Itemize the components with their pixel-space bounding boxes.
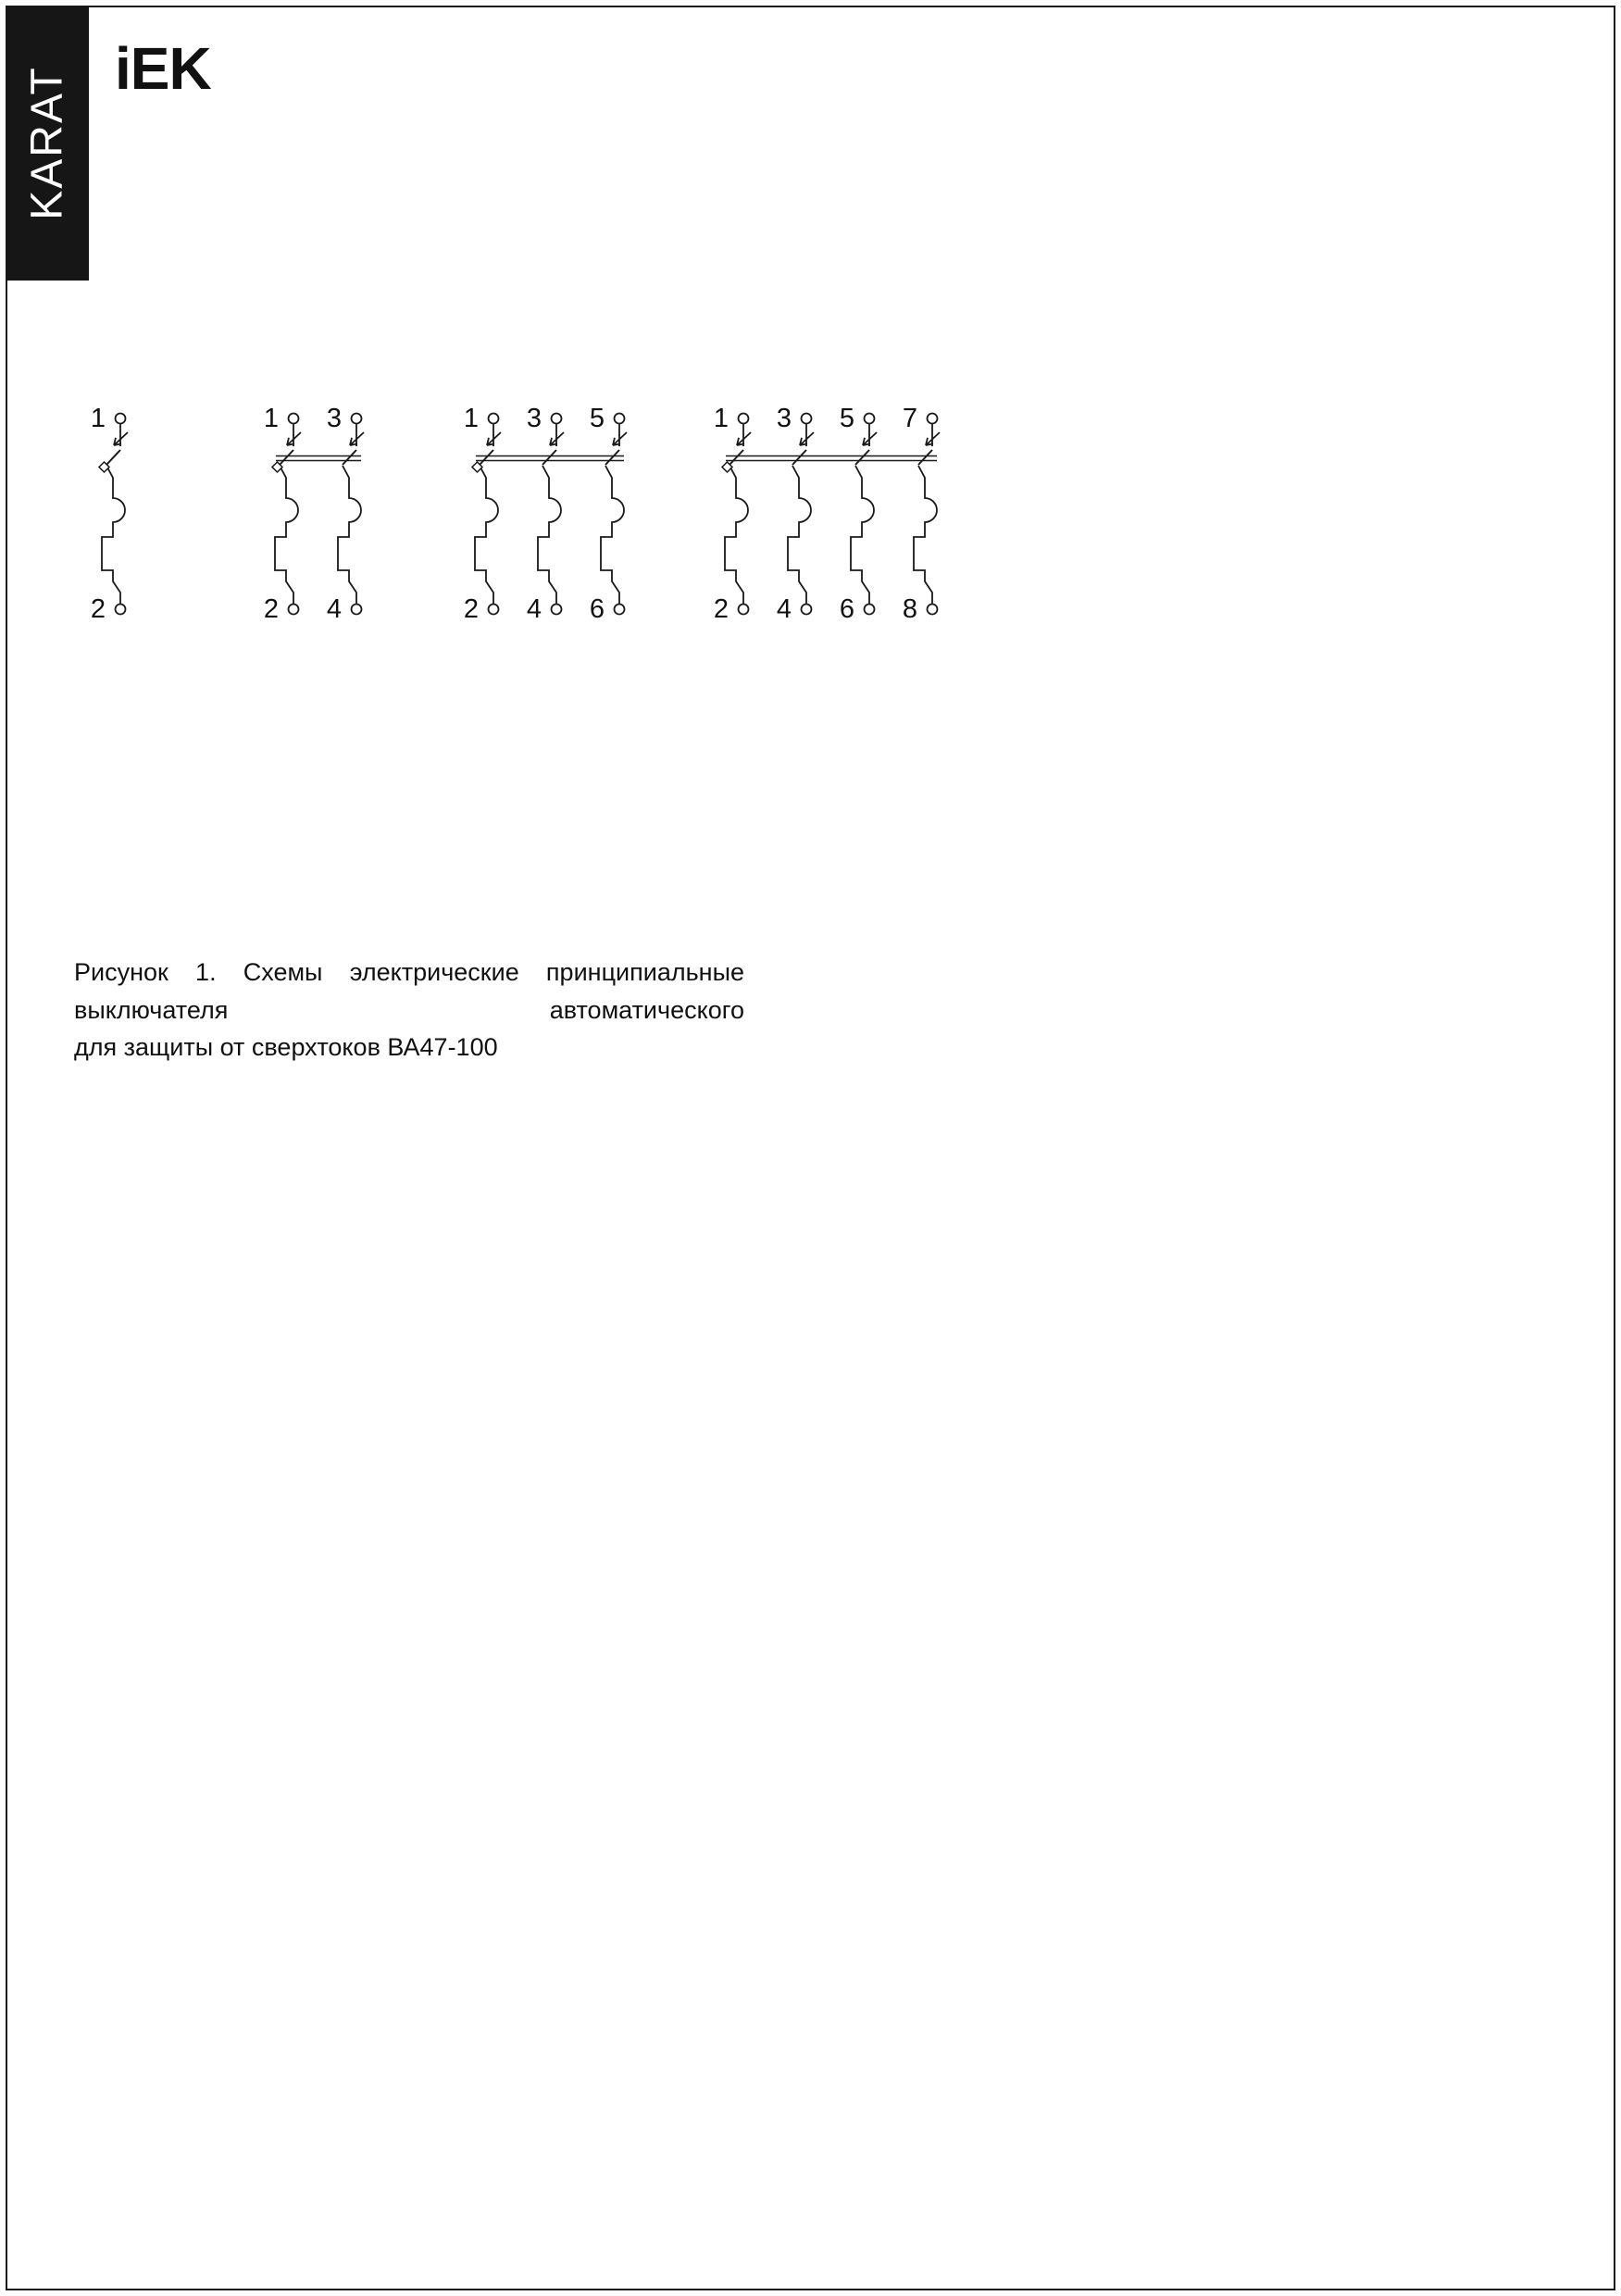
terminal-top — [928, 414, 938, 424]
diagram-2-pole — [264, 404, 364, 624]
terminal-bottom — [352, 605, 362, 615]
diagram-1-pole — [91, 404, 128, 624]
pole — [327, 404, 364, 624]
trip-unit-path — [601, 466, 624, 605]
pole — [590, 404, 627, 624]
terminal-bottom — [615, 605, 625, 615]
terminal-top — [739, 414, 749, 424]
terminal-top — [489, 414, 499, 424]
contact-blade — [792, 450, 806, 465]
terminal-label-bottom: 6 — [589, 594, 605, 624]
terminal-label-top: 3 — [326, 404, 342, 433]
contact-blade — [605, 450, 619, 465]
figure-caption — [74, 954, 744, 1067]
caption-line-2: для защиты от сверхтоков ВА47-100 — [74, 1033, 498, 1061]
pole — [264, 404, 301, 624]
terminal-bottom — [489, 605, 499, 615]
trip-unit-path — [102, 466, 125, 605]
terminal-label-bottom: 2 — [90, 594, 106, 624]
terminal-label-bottom: 4 — [326, 594, 342, 624]
trip-unit-path — [914, 466, 937, 605]
terminal-bottom — [865, 605, 875, 615]
terminal-label-bottom: 4 — [526, 594, 542, 624]
terminal-label-top: 5 — [839, 404, 854, 433]
pole — [527, 404, 564, 624]
terminal-label-top: 1 — [463, 404, 479, 433]
pole — [777, 404, 814, 624]
terminal-bottom — [552, 605, 562, 615]
terminal-top — [116, 414, 126, 424]
terminal-label-top: 3 — [776, 404, 792, 433]
trip-unit-path — [725, 466, 748, 605]
contact-blade — [280, 450, 293, 465]
pole — [840, 404, 877, 624]
terminal-label-bottom: 4 — [776, 594, 792, 624]
terminal-label-top: 5 — [589, 404, 605, 433]
terminal-label-bottom: 6 — [839, 594, 854, 624]
terminal-label-bottom: 2 — [463, 594, 479, 624]
terminal-top — [802, 414, 812, 424]
diagram-3-pole — [464, 404, 627, 624]
trip-unit-path — [788, 466, 811, 605]
terminal-top — [865, 414, 875, 424]
contact-blade — [855, 450, 869, 465]
brand-vertical-text: KARAT — [22, 66, 72, 220]
terminal-label-bottom: 8 — [902, 594, 917, 624]
pole — [714, 404, 751, 624]
pole — [464, 404, 501, 624]
terminal-top — [289, 414, 299, 424]
terminal-label-top: 1 — [713, 404, 729, 433]
diagram-4-pole — [714, 404, 940, 624]
terminal-bottom — [289, 605, 299, 615]
terminal-label-top: 1 — [263, 404, 279, 433]
contact-blade — [343, 450, 356, 465]
brand-sidebar — [6, 6, 89, 281]
terminal-label-bottom: 2 — [713, 594, 729, 624]
trip-unit-path — [538, 466, 561, 605]
terminal-label-top: 3 — [526, 404, 542, 433]
terminal-top — [615, 414, 625, 424]
terminal-label-top: 7 — [902, 404, 917, 433]
trip-unit-path — [338, 466, 361, 605]
contact-blade — [729, 450, 743, 465]
terminal-bottom — [802, 605, 812, 615]
terminal-top — [352, 414, 362, 424]
page-border — [6, 6, 1615, 2290]
terminal-top — [552, 414, 562, 424]
schematics-canvas — [0, 398, 1018, 639]
terminal-bottom — [739, 605, 749, 615]
caption-line-1: Рисунок 1. Схемы электрические принципиальные выключателя автоматического — [74, 958, 744, 1024]
pole — [91, 404, 128, 624]
contact-blade — [542, 450, 556, 465]
contact-blade — [480, 450, 493, 465]
terminal-label-top: 1 — [90, 404, 106, 433]
trip-unit-path — [275, 466, 298, 605]
iek-logo: iEK — [115, 35, 211, 102]
trip-unit-path — [851, 466, 874, 605]
terminal-bottom — [116, 605, 126, 615]
pole — [903, 404, 940, 624]
contact-blade — [918, 450, 932, 465]
contact-blade — [106, 450, 120, 465]
terminal-bottom — [928, 605, 938, 615]
terminal-label-bottom: 2 — [263, 594, 279, 624]
trip-unit-path — [475, 466, 498, 605]
